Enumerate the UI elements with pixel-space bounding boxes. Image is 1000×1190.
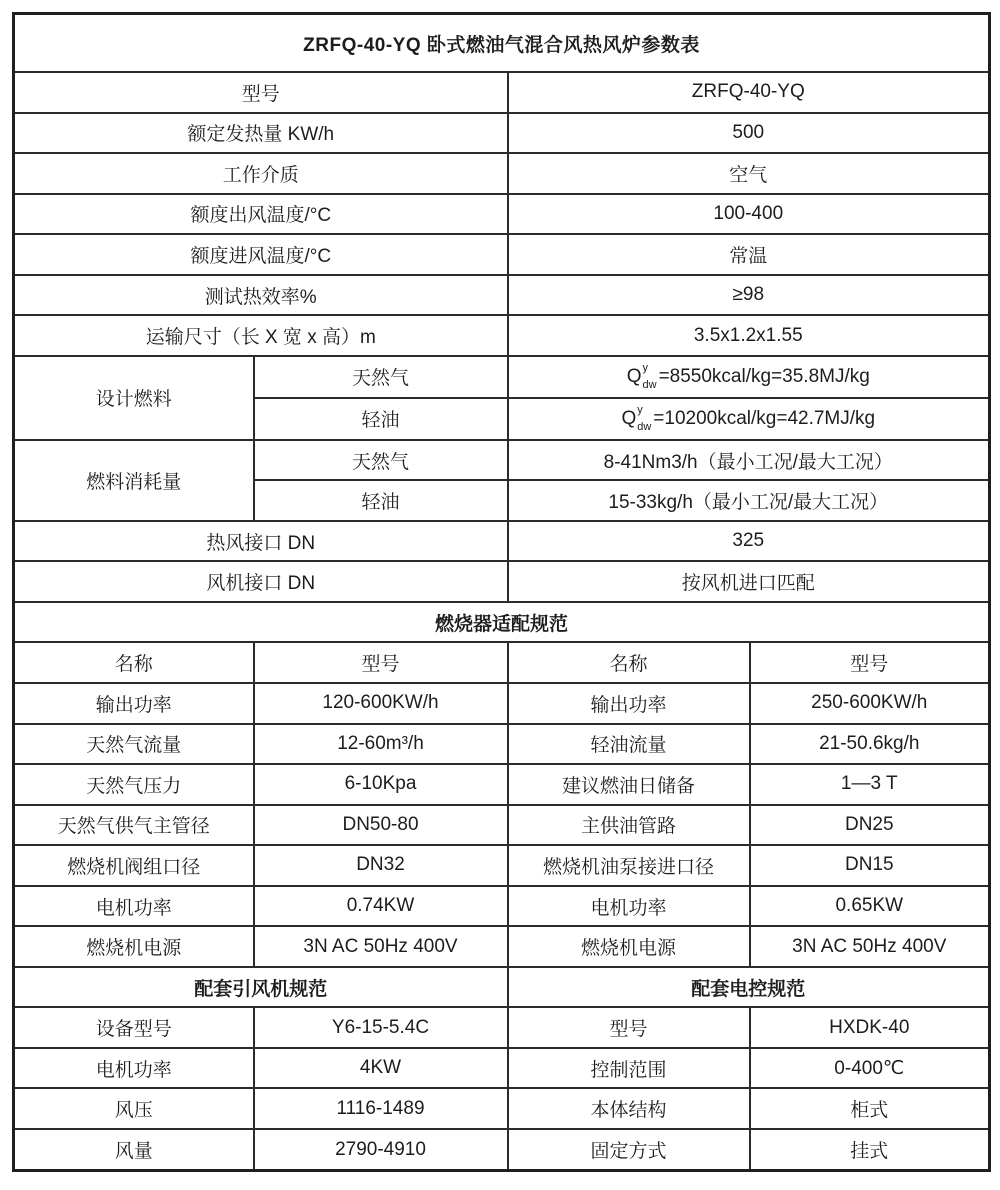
param-value-cell: 6-10Kpa <box>254 764 508 805</box>
param-value-cell: 按风机进口匹配 <box>508 561 990 602</box>
q-subscript: dw <box>642 378 657 391</box>
param-value-cell: 4KW <box>254 1048 508 1089</box>
fuel-value-cell: 15-33kg/h（最小工况/最大工况） <box>508 480 990 521</box>
param-label-cell: 型号 <box>508 1007 750 1048</box>
fuel-value-cell <box>508 356 990 398</box>
table-row <box>14 1129 990 1170</box>
table-row <box>14 315 990 356</box>
column-header-cell: 型号 <box>750 642 990 683</box>
q-symbol: Q <box>626 365 642 387</box>
table-row <box>14 926 990 967</box>
table-row <box>14 356 990 398</box>
fuel-type-cell: 轻油 <box>254 398 508 440</box>
param-label-cell: 天然气供气主管径 <box>14 805 254 846</box>
param-label-cell: 风压 <box>14 1088 254 1129</box>
q-sup-sub <box>643 363 657 391</box>
param-label-cell: 电机功率 <box>14 886 254 927</box>
table-row <box>14 440 990 481</box>
param-value-cell: 12-60m³/h <box>254 724 508 765</box>
table-row <box>14 642 990 683</box>
parameters-table <box>12 12 991 1172</box>
param-label-cell: 额定发热量 KW/h <box>14 113 508 154</box>
table-row <box>14 724 990 765</box>
param-value-cell: 100-400 <box>508 194 990 235</box>
q-superscript: y <box>637 403 643 416</box>
param-value-cell: DN50-80 <box>254 805 508 846</box>
param-label-cell: 燃烧机阀组口径 <box>14 845 254 886</box>
param-value-cell: 3.5x1.2x1.55 <box>508 315 990 356</box>
param-label-cell: 燃烧机油泵接进口径 <box>508 845 750 886</box>
param-label-cell: 电机功率 <box>14 1048 254 1089</box>
param-value-cell: 500 <box>508 113 990 154</box>
table-row <box>14 113 990 154</box>
fuel-type-cell: 轻油 <box>254 480 508 521</box>
param-label-cell: 轻油流量 <box>508 724 750 765</box>
param-label-cell: 本体结构 <box>508 1088 750 1129</box>
table-row <box>14 72 990 113</box>
param-label-cell: 燃烧机电源 <box>14 926 254 967</box>
param-value-cell: 1—3 T <box>750 764 990 805</box>
param-label-cell: 额度出风温度/°C <box>14 194 508 235</box>
group-label-cell: 设计燃料 <box>14 356 254 440</box>
table-row <box>14 234 990 275</box>
param-label-cell: 测试热效率% <box>14 275 508 316</box>
group-label-cell: 燃料消耗量 <box>14 440 254 521</box>
table-row <box>14 805 990 846</box>
q-subscript: dw <box>637 420 652 433</box>
param-label-cell: 固定方式 <box>508 1129 750 1170</box>
param-value-cell: 空气 <box>508 153 990 194</box>
param-value-cell: ≥98 <box>508 275 990 316</box>
fuel-value-cell <box>508 398 990 440</box>
table-row <box>14 967 990 1008</box>
q-superscript: y <box>642 361 648 374</box>
param-value-cell: DN15 <box>750 845 990 886</box>
table-row <box>14 1007 990 1048</box>
param-value-cell: ZRFQ-40-YQ <box>508 72 990 113</box>
column-header-cell: 名称 <box>508 642 750 683</box>
param-label-cell: 设备型号 <box>14 1007 254 1048</box>
table-row <box>14 153 990 194</box>
section-header-cell: 配套电控规范 <box>508 967 990 1008</box>
param-label-cell: 天然气压力 <box>14 764 254 805</box>
param-label-cell: 主供油管路 <box>508 805 750 846</box>
table-row <box>14 683 990 724</box>
table-row <box>14 764 990 805</box>
param-label-cell: 燃烧机电源 <box>508 926 750 967</box>
column-header-cell: 型号 <box>254 642 508 683</box>
param-label-cell: 输出功率 <box>14 683 254 724</box>
fuel-heat-value: =10200kcal/kg=42.7MJ/kg <box>653 407 876 429</box>
param-value-cell: 柜式 <box>750 1088 990 1129</box>
param-value-cell: 1116-1489 <box>254 1088 508 1129</box>
fuel-heat-value: =8550kcal/kg=35.8MJ/kg <box>658 365 870 387</box>
param-value-cell: DN32 <box>254 845 508 886</box>
param-label-cell: 运输尺寸（长 X 宽 x 高）m <box>14 315 508 356</box>
param-value-cell: 0.74KW <box>254 886 508 927</box>
param-label-cell: 热风接口 DN <box>14 521 508 562</box>
q-symbol: Q <box>621 407 637 429</box>
table-row <box>14 521 990 562</box>
param-value-cell: 0-400℃ <box>750 1048 990 1089</box>
fuel-type-cell: 天然气 <box>254 356 508 398</box>
table-row <box>14 886 990 927</box>
param-label-cell: 控制范围 <box>508 1048 750 1089</box>
param-label-cell: 额度进风温度/°C <box>14 234 508 275</box>
q-sup-sub <box>637 405 651 433</box>
param-label-cell: 输出功率 <box>508 683 750 724</box>
table-row <box>14 561 990 602</box>
param-label-cell: 型号 <box>14 72 508 113</box>
param-value-cell: 2790-4910 <box>254 1129 508 1170</box>
param-value-cell: 325 <box>508 521 990 562</box>
section-header-cell: 配套引风机规范 <box>14 967 508 1008</box>
table-row <box>14 1048 990 1089</box>
param-value-cell: 250-600KW/h <box>750 683 990 724</box>
param-value-cell: 3N AC 50Hz 400V <box>254 926 508 967</box>
table-row <box>14 14 990 73</box>
table-row <box>14 1088 990 1129</box>
param-label-cell: 风机接口 DN <box>14 561 508 602</box>
param-value-cell: 21-50.6kg/h <box>750 724 990 765</box>
table-row <box>14 845 990 886</box>
param-value-cell: HXDK-40 <box>750 1007 990 1048</box>
fuel-type-cell: 天然气 <box>254 440 508 481</box>
param-value-cell: 3N AC 50Hz 400V <box>750 926 990 967</box>
table-row <box>14 275 990 316</box>
table-title: ZRFQ-40-YQ 卧式燃油气混合风热风炉参数表 <box>14 14 990 73</box>
column-header-cell: 名称 <box>14 642 254 683</box>
table-row <box>14 602 990 643</box>
param-label-cell: 天然气流量 <box>14 724 254 765</box>
fuel-value-cell: 8-41Nm3/h（最小工况/最大工况） <box>508 440 990 481</box>
table-row <box>14 194 990 235</box>
param-value-cell: Y6-15-5.4C <box>254 1007 508 1048</box>
param-value-cell: 0.65KW <box>750 886 990 927</box>
param-label-cell: 风量 <box>14 1129 254 1170</box>
param-value-cell: 挂式 <box>750 1129 990 1170</box>
param-label-cell: 电机功率 <box>508 886 750 927</box>
section-header-cell: 燃烧器适配规范 <box>14 602 990 643</box>
param-label-cell: 建议燃油日储备 <box>508 764 750 805</box>
param-value-cell: DN25 <box>750 805 990 846</box>
param-value-cell: 常温 <box>508 234 990 275</box>
param-value-cell: 120-600KW/h <box>254 683 508 724</box>
param-label-cell: 工作介质 <box>14 153 508 194</box>
